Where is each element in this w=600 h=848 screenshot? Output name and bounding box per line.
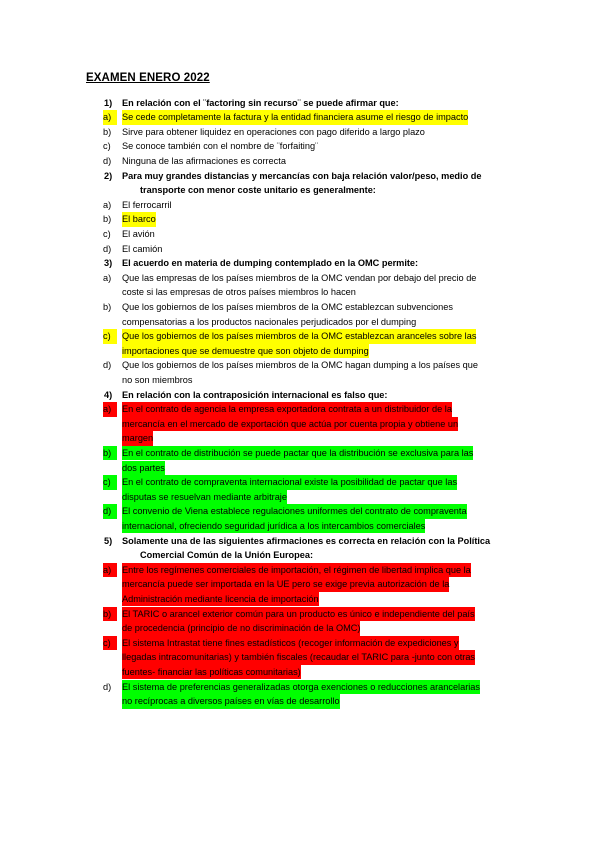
question-line (104, 388, 514, 403)
item-text: de procedencia (principio de no discriminación de la OMC) (122, 621, 360, 636)
item-text: En relación con el ¨factoring sin recurso¨ se puede afirmar que: (122, 97, 399, 108)
item-label: a) (103, 563, 117, 578)
continuation-line (122, 665, 532, 680)
item-label: 2) (104, 170, 113, 181)
item-text: Que los gobiernos de los países miembros de la OMC establezcan subvenciones (122, 301, 453, 312)
continuation-line (122, 490, 532, 505)
item-text: Comercial Común de la Unión Europea: (140, 550, 314, 561)
item-label: d) (103, 681, 112, 692)
option-line (103, 110, 532, 125)
option-line (103, 271, 532, 286)
item-text: En el contrato de distribución se puede pactar que la distribución se exclusiva para las (122, 446, 473, 461)
option-line (103, 125, 532, 140)
item-text: Solamente una de las siguientes afirmaciones es correcta en relación con la Política (122, 535, 491, 546)
option-line (103, 198, 532, 213)
question-line (104, 169, 514, 184)
item-label: b) (103, 607, 117, 622)
item-text: coste si las empresas de otros países miembros lo hacen (122, 287, 356, 298)
continuation-line (122, 577, 532, 592)
item-text: El camión (122, 243, 163, 254)
continuation-line (122, 344, 532, 359)
option-line (103, 446, 532, 461)
item-text: Ninguna de las afirmaciones es correcta (122, 155, 286, 166)
item-text: transporte con menor coste unitario es generalmente: (140, 185, 376, 196)
item-text: dos partes (122, 461, 165, 476)
item-text: Que los gobiernos de los países miembros de la OMC hagan dumping a los países que (122, 360, 478, 371)
option-line (103, 504, 532, 519)
item-text: Sirve para obtener liquidez en operaciones con pago diferido a largo plazo (122, 126, 425, 137)
option-line (103, 475, 532, 490)
exam-title: EXAMEN ENERO 2022 (86, 72, 210, 84)
continuation-line (122, 694, 532, 709)
question-line (104, 96, 514, 111)
item-text: Para muy grandes distancias y mercancías con baja relación valor/peso, medio de (122, 170, 482, 181)
item-label: 4) (104, 389, 113, 400)
item-label: d) (103, 243, 112, 254)
option-line (103, 154, 532, 169)
item-label: a) (103, 402, 117, 417)
item-label: b) (103, 126, 112, 137)
item-label: 1) (104, 97, 113, 108)
option-line (103, 402, 532, 417)
item-text: Se conoce también con el nombre de ¨forfaiting¨ (122, 141, 319, 152)
continuation-line (122, 183, 532, 198)
item-text: Que los gobiernos de los países miembros de la OMC establezcan aranceles sobre las (122, 329, 476, 344)
item-text: El TARIC o arancel exterior común para un producto es único e independiente del país (122, 607, 475, 622)
item-label: c) (103, 141, 111, 152)
item-text: Entre los regímenes comerciales de importación, el régimen de libertad implica que la (122, 563, 471, 578)
item-label: 3) (104, 258, 113, 269)
item-text: El avión (122, 228, 155, 239)
item-label: c) (103, 636, 117, 651)
item-text: compensatorias a los productos nacionales perjudicados por el dumping (122, 316, 417, 327)
item-text: Administración mediante licencia de importación (122, 592, 319, 607)
item-text: El sistema Intrastat tiene fines estadísticos (recoger información de expediciones y (122, 636, 459, 651)
continuation-line (122, 461, 532, 476)
item-text: internacional, ofreciendo seguridad jurídica a los intercambios comerciales (122, 519, 425, 534)
continuation-line (122, 650, 532, 665)
option-line (103, 139, 532, 154)
option-line (103, 242, 532, 257)
item-text: llegadas intracomunitarias) y también fiscales (recaudar el TARIC para -junto con otras (122, 650, 475, 665)
item-label: d) (103, 155, 112, 166)
item-text: En el contrato de compraventa internacional existe la posibilidad de pactar que las (122, 475, 457, 490)
continuation-line (122, 431, 532, 446)
continuation-line (122, 285, 532, 300)
continuation-line (122, 548, 532, 563)
item-text: En relación con la contraposición internacional es falso que: (122, 389, 388, 400)
item-text: El convenio de Viena establece regulaciones uniformes del contrato de compraventa (122, 504, 467, 519)
item-text: El sistema de preferencias generalizadas otorga exenciones o reducciones arancelarias (122, 680, 480, 695)
item-label: d) (103, 504, 117, 519)
item-text: En el contrato de agencia la empresa exportadora contrata a un distribuidor de la (122, 402, 452, 417)
option-line (103, 329, 532, 344)
option-line (103, 227, 532, 242)
item-label: 5) (104, 535, 113, 546)
item-label: c) (103, 329, 117, 344)
item-text: El acuerdo en materia de dumping contemplado en la OMC permite: (122, 258, 419, 269)
item-label: a) (103, 272, 112, 283)
continuation-line (122, 417, 532, 432)
item-label: c) (103, 475, 117, 490)
item-text: mercancía en el mercado de exportación que actúa por cuenta propia y obtiene un (122, 417, 458, 432)
continuation-line (122, 315, 532, 330)
option-line (103, 680, 532, 695)
item-label: d) (103, 360, 112, 371)
item-text: no son miembros (122, 374, 193, 385)
continuation-line (122, 592, 532, 607)
option-line (103, 212, 532, 227)
continuation-line (122, 621, 532, 636)
question-line (104, 534, 514, 549)
item-label: b) (103, 446, 117, 461)
item-text: Se cede completamente la factura y la entidad financiera asume el riesgo de impacto (122, 110, 468, 125)
option-line (103, 300, 532, 315)
item-label: b) (103, 214, 112, 225)
item-text: importaciones que se demuestre que son objeto de dumping (122, 344, 369, 359)
item-label: a) (103, 110, 117, 125)
item-text: margen (122, 431, 153, 446)
item-text: El ferrocarril (122, 199, 172, 210)
option-line (103, 607, 532, 622)
item-text: fuentes- financiar las políticas comunitarias) (122, 665, 301, 680)
question-line (104, 256, 514, 271)
item-label: c) (103, 228, 111, 239)
option-line (103, 636, 532, 651)
item-text: Que las empresas de los países miembros de la OMC vendan por debajo del precio de (122, 272, 477, 283)
item-text: no recíprocas a diversos países en vías de desarrollo (122, 694, 340, 709)
item-text: El barco (122, 212, 156, 227)
option-line (103, 358, 532, 373)
item-label: b) (103, 301, 112, 312)
continuation-line (122, 373, 532, 388)
item-label: a) (103, 199, 112, 210)
continuation-line (122, 519, 532, 534)
item-text: disputas se resuelvan mediante arbitraje (122, 490, 287, 505)
item-text: mercancía puede ser importada en la UE pero se exige previa autorización de la (122, 577, 449, 592)
option-line (103, 563, 532, 578)
